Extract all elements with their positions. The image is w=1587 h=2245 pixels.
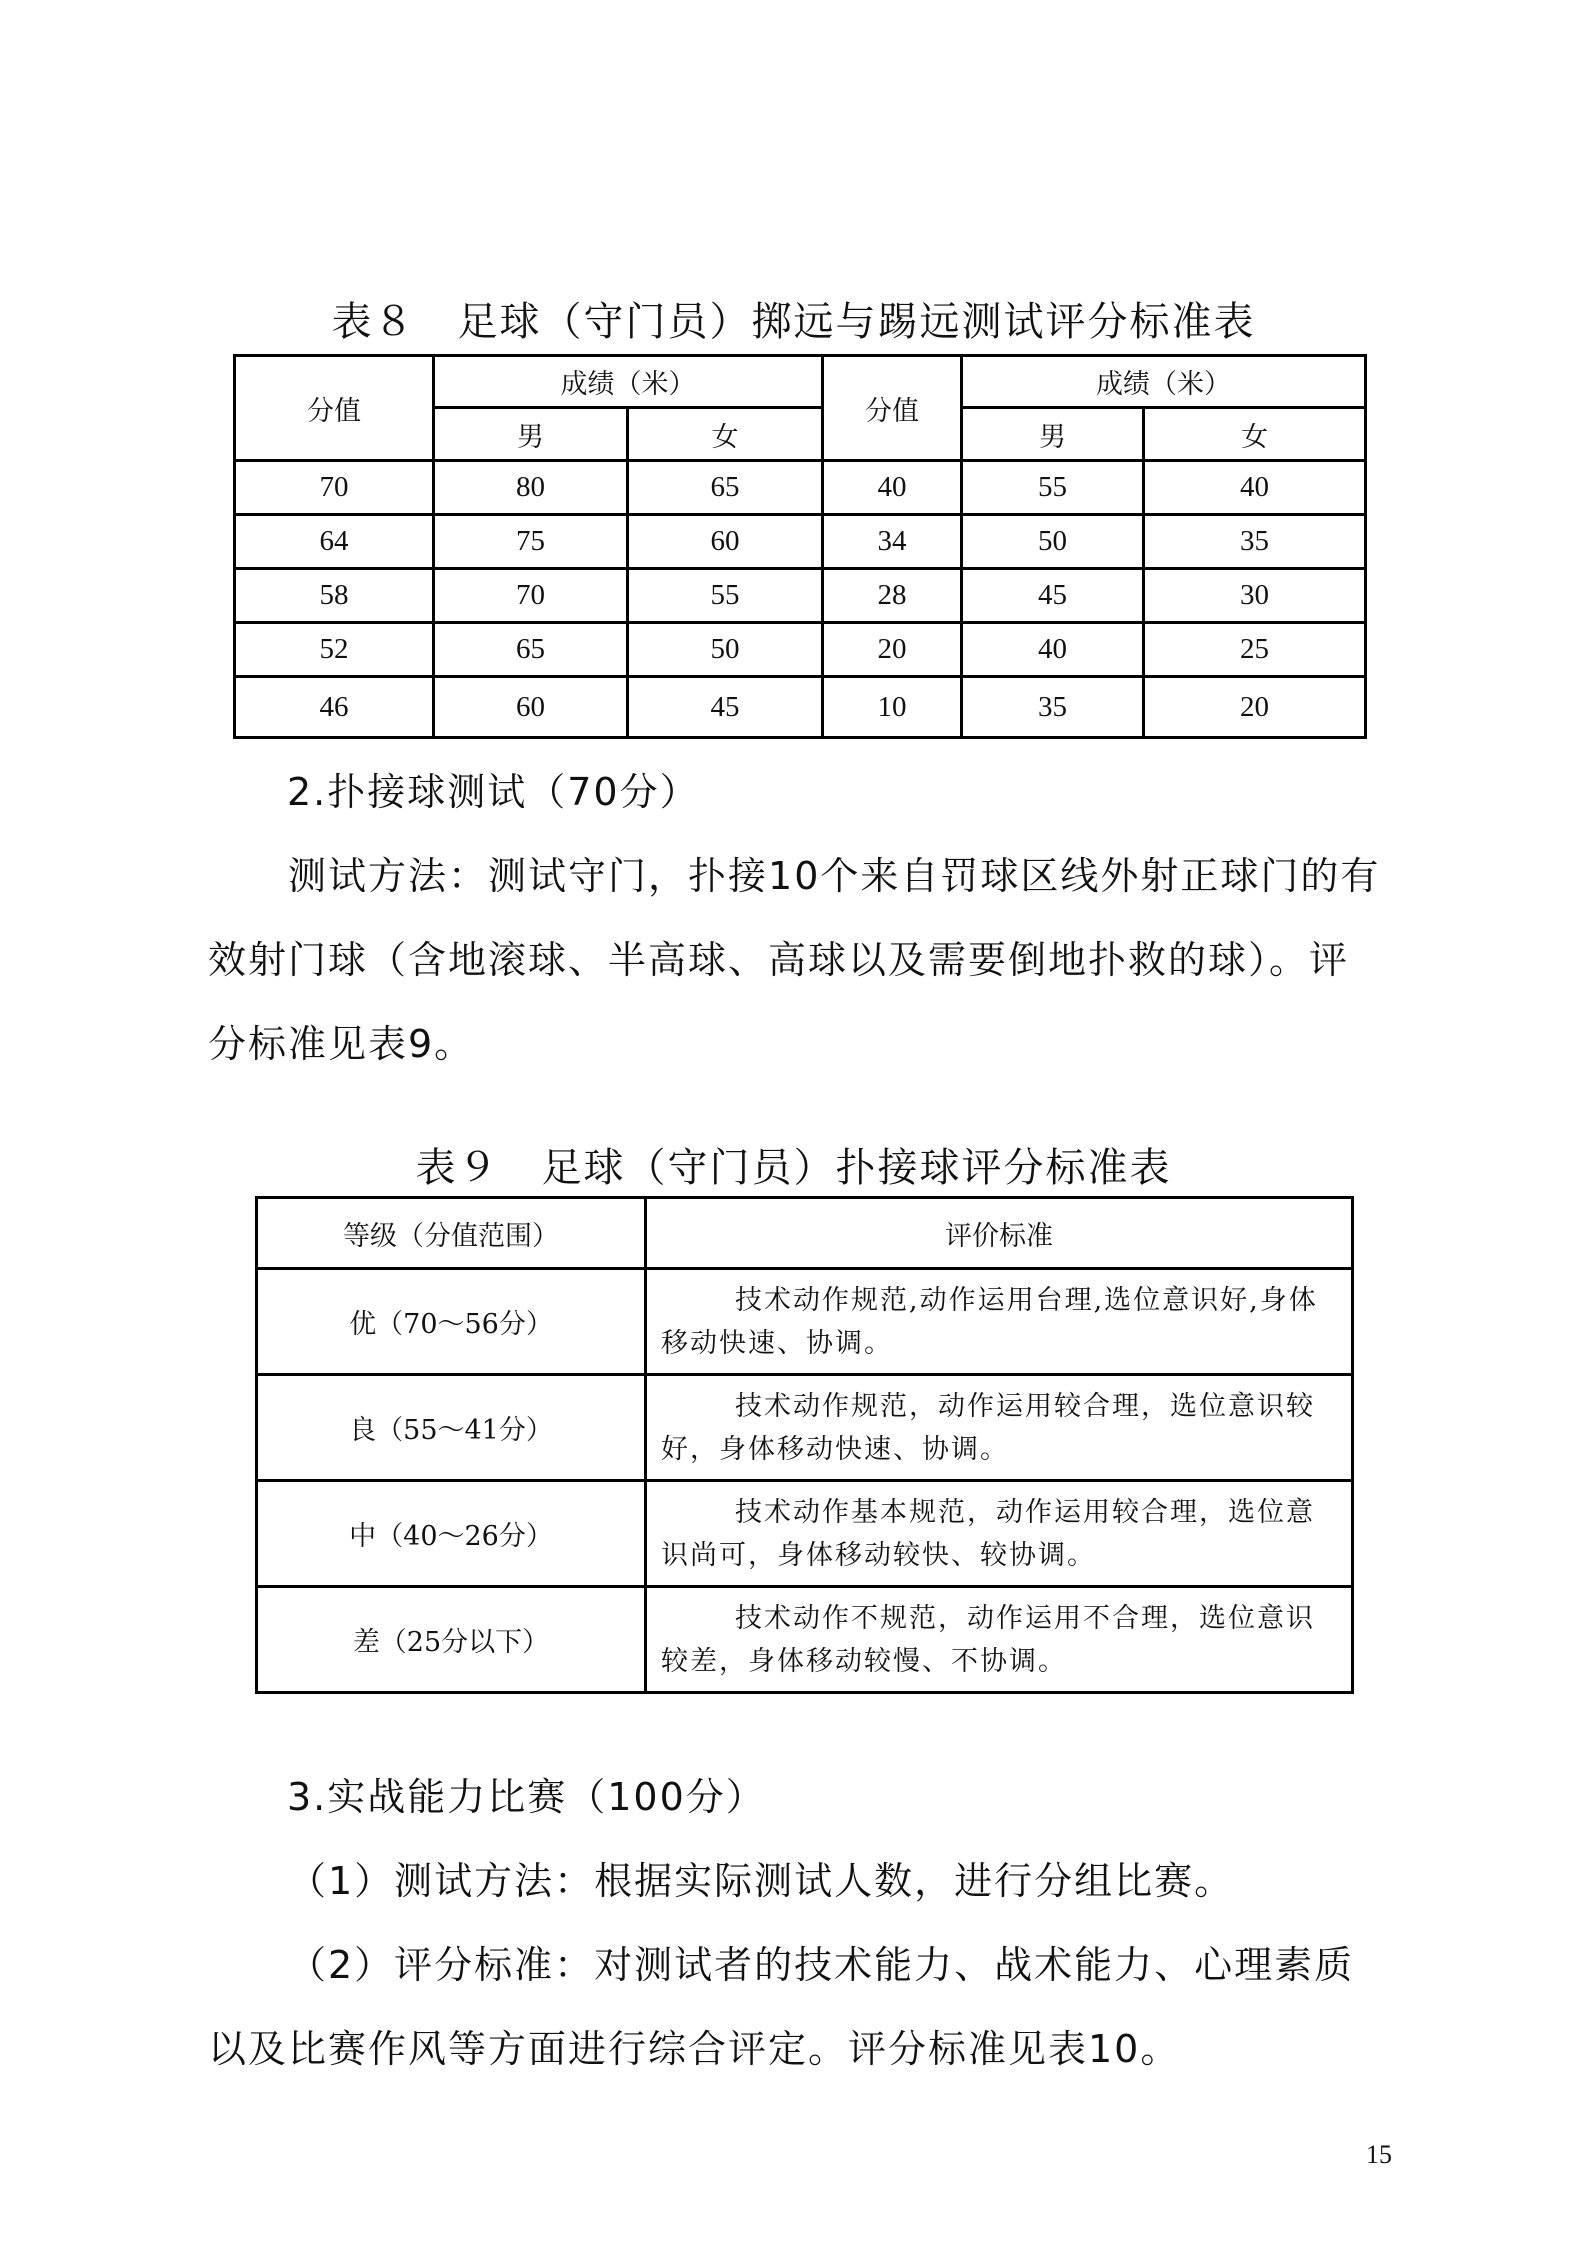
section2-paragraph [208,834,1388,1086]
page-number: 15 [1366,2140,1392,2169]
method-text: 测试守门，扑接10个来自罚球区线外射正球门的有效射门球（含地滚球、半高球、高球以及需要倒地扑救的球）。评分标准见表9。 [208,854,1381,1066]
header-result-right: 成绩（米） [962,356,1366,408]
cell: 70 [434,569,628,623]
cell: 58 [235,569,434,623]
criteria-text: 技术动作规范，动作运用较合理，选位意识较好，身体移动快速、协调。 [661,1390,1315,1465]
criteria-cell [646,1269,1353,1375]
criteria-text: 技术动作基本规范，动作运用较合理，选位意识尚可，身体移动较快、较协调。 [661,1496,1315,1571]
cell: 75 [434,515,628,569]
cell: 55 [628,569,823,623]
cell: 28 [823,569,962,623]
cell: 30 [1144,569,1366,623]
table-row [257,1269,1353,1375]
cell: 35 [1144,515,1366,569]
method-label: 测试方法： [288,854,489,898]
cell: 45 [628,677,823,738]
cell: 20 [823,623,962,677]
cell: 50 [628,623,823,677]
table-row [235,515,1366,569]
table-row [257,1587,1353,1693]
cell: 45 [962,569,1144,623]
cell: 65 [434,623,628,677]
header-score-left: 分值 [235,356,434,461]
cell: 55 [962,461,1144,515]
table9 [255,1196,1354,1694]
header-male-right: 男 [962,408,1144,461]
table8-caption: 表８ 足球（守门员）掷远与踢远测试评分标准表 [331,299,1256,345]
cell: 80 [434,461,628,515]
cell: 35 [962,677,1144,738]
cell: 10 [823,677,962,738]
cell: 70 [235,461,434,515]
table-row [235,677,1366,738]
table8 [233,354,1367,739]
section2-heading: 2.扑接球测试（70分） [287,770,700,814]
criteria-text: 技术动作规范,动作运用台理,选位意识好,身体移动快速、协调。 [661,1284,1318,1359]
header-grade: 等级（分值范围） [257,1198,646,1269]
table-row [235,623,1366,677]
header-result-left: 成绩（米） [434,356,823,408]
criteria-cell [646,1375,1353,1481]
cell: 46 [235,677,434,738]
table-row [235,569,1366,623]
table-row [257,1481,1353,1587]
cell: 60 [628,515,823,569]
cell: 25 [1144,623,1366,677]
header-male-left: 男 [434,408,628,461]
grade-cell: 良（55～41分） [257,1375,646,1481]
cell: 52 [235,623,434,677]
cell: 20 [1144,677,1366,738]
cell: 40 [962,623,1144,677]
criteria-text: 技术动作不规范，动作运用不合理，选位意识较差，身体移动较慢、不协调。 [661,1602,1315,1677]
header-female-left: 女 [628,408,823,461]
cell: 40 [823,461,962,515]
grade-cell: 差（25分以下） [257,1587,646,1693]
header-score-right: 分值 [823,356,962,461]
cell: 34 [823,515,962,569]
table9-caption: 表９ 足球（守门员）扑接球评分标准表 [415,1145,1172,1191]
header-female-right: 女 [1144,408,1366,461]
section3-item2: （2）评分标准：对测试者的技术能力、战术能力、心理素质以及比赛作风等方面进行综合评定。评分标准见表10。 [208,1943,1355,2071]
header-criteria: 评价标准 [646,1198,1353,1269]
criteria-cell [646,1481,1353,1587]
cell: 40 [1144,461,1366,515]
grade-cell: 优（70～56分） [257,1269,646,1375]
cell: 65 [628,461,823,515]
cell: 50 [962,515,1144,569]
table-row [257,1375,1353,1481]
grade-cell: 中（40～26分） [257,1481,646,1587]
table-row [235,461,1366,515]
section3-item1: （1）测试方法：根据实际测试人数，进行分组比赛。 [288,1859,1235,1903]
criteria-cell [646,1587,1353,1693]
cell: 64 [235,515,434,569]
section3-heading: 3.实战能力比赛（100分） [287,1775,766,1819]
cell: 60 [434,677,628,738]
